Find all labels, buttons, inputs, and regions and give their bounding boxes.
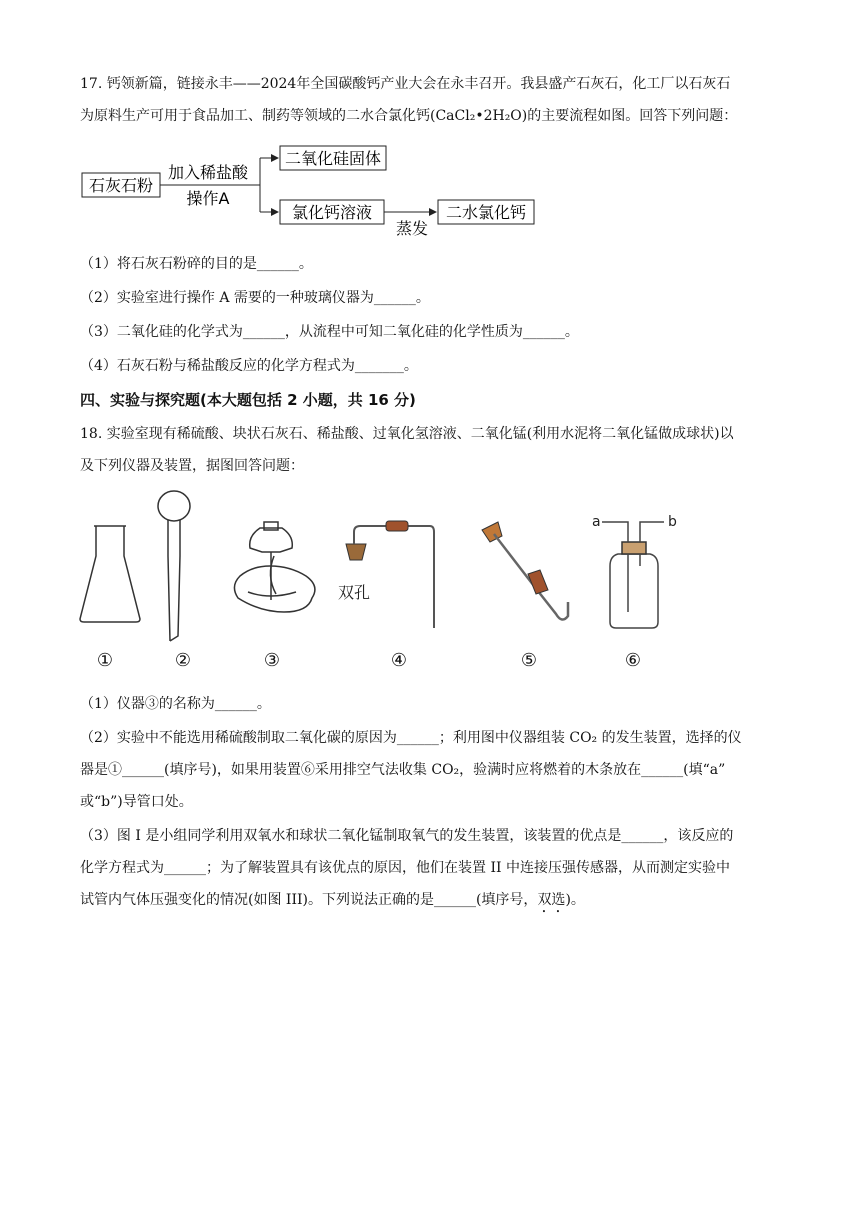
q18-sub3-line3 (80, 884, 780, 916)
flow-dihydrate-label: 二水氯化钙 (445, 203, 527, 222)
gas-bottle-icon (602, 522, 664, 628)
q18-sub2-line3: 或“b”)导管口处。 (80, 794, 193, 810)
flow-start-label: 石灰石粉 (88, 176, 154, 195)
q17-sub2: （2）实验室进行操作 A 需要的一种玻璃仪器为______。 (80, 290, 430, 306)
q17-sub3: （3）二氧化硅的化学式为______，从流程中可知二氧化硅的化学性质为______。 (80, 324, 579, 340)
apparatus-number-3: ③ (263, 650, 281, 671)
q17-sub4: （4）石灰石粉与稀盐酸反应的化学方程式为_______。 (80, 358, 418, 374)
long-neck-funnel-icon (158, 491, 190, 641)
apparatus-number-1: ① (96, 650, 114, 671)
apparatus-number-4: ④ (390, 650, 408, 671)
q17-intro-line2: 为原料生产可用于食品加工、制药等领域的二水合氯化钙(CaCl₂•2H₂O)的主要流程如图。回答下列问题： (80, 108, 738, 124)
flow-step-bottom-label: 操作A (186, 189, 230, 208)
flow-cacl2-solution-label: 氯化钙溶液 (291, 203, 373, 222)
q18-sub3-line3-pre: 试管内气体压强变化的情况(如图 III)。下列说法正确的是______(填序号， (80, 892, 538, 908)
q18-sub2-line2: 器是①______(填序号)，如果用装置⑥采用排空气法收集 CO₂，验满时应将燃着的木条放在______(填“a” (80, 762, 726, 778)
label-a: a (592, 514, 601, 530)
alcohol-lamp-icon (234, 522, 314, 612)
label-double-hole: 双孔 (338, 583, 371, 602)
q18-sub1: （1）仪器③的名称为______。 (80, 696, 271, 712)
flow-step-top-label: 加入稀盐酸 (167, 163, 249, 182)
stopper-curved-tube-icon (482, 522, 568, 620)
q18-sub3-emphasis: 双选 (537, 892, 566, 908)
q18-sub2-line1: （2）实验中不能选用稀硫酸制取二氧化碳的原因为______；利用图中仪器组装 CO₂ 的发生装置，选择的仪 (80, 730, 742, 746)
q18-sub3-line3-post: )。 (565, 892, 585, 908)
q17-intro-line1: 17. 钙领新篇，链接永丰——2024年全国碳酸钙产业大会在永丰召开。我县盛产石灰石，化工厂以石灰石 (80, 76, 731, 92)
stopper-bent-tube-icon (346, 521, 434, 628)
apparatus-number-2: ② (174, 650, 192, 671)
apparatus-figure (70, 486, 710, 646)
q18-sub3-line2: 化学方程式为______；为了解装置具有该优点的原因，他们在装置 II 中连接压强传感器，从而测定实验中 (80, 860, 730, 876)
label-b: b (668, 514, 677, 530)
flow-silica-label: 二氧化硅固体 (284, 149, 382, 168)
apparatus-number-5: ⑤ (520, 650, 538, 671)
apparatus-number-6: ⑥ (624, 650, 642, 671)
q17-sub1: （1）将石灰石粉碎的目的是______。 (80, 256, 313, 272)
flow-evaporate-label: 蒸发 (395, 219, 429, 238)
q18-sub3-line1: （3）图 I 是小组同学利用双氧水和球状二氧化锰制取氧气的发生装置，该装置的优点是______，该反应的 (80, 828, 734, 844)
q17-flow-diagram (80, 140, 540, 240)
q18-intro-line2: 及下列仪器及装置，据图回答问题： (80, 458, 304, 474)
section-heading: 四、实验与探究题(本大题包括 2 小题，共 16 分) (80, 391, 416, 409)
q18-intro-line1: 18. 实验室现有稀硫酸、块状石灰石、稀盐酸、过氧化氢溶液、二氧化锰(利用水泥将二氧化锰做成球状)以 (80, 426, 734, 442)
conical-flask-icon (80, 526, 140, 622)
